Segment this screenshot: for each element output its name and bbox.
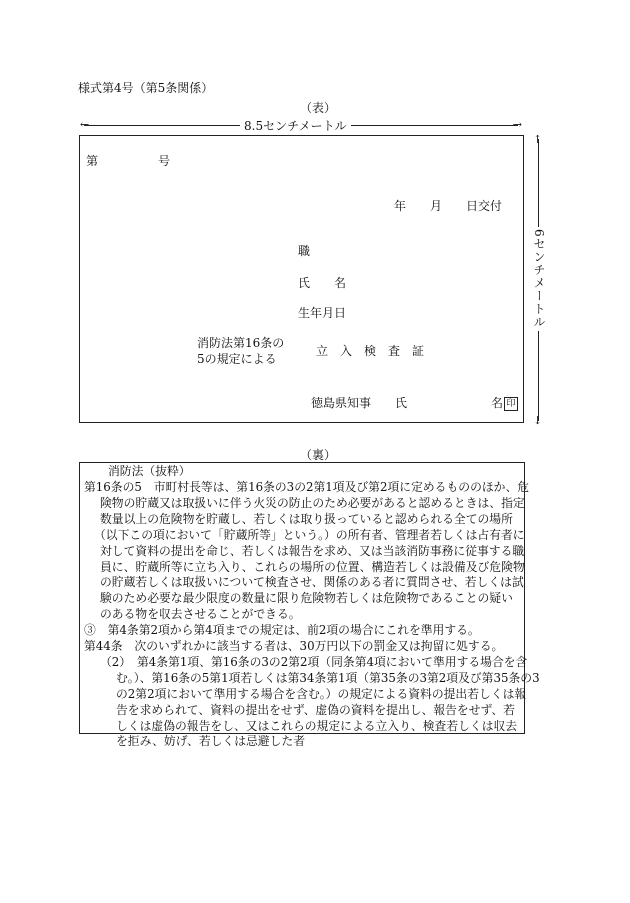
law-line: ③ 第4条第2項から第4項までの規定は、前2項の場合にこれを準用する。 — [84, 623, 480, 638]
height-dimension-label: 6センチメートル — [532, 229, 546, 329]
number-prefix: 第 — [86, 154, 99, 168]
law-line: のある物を収去させることができる。 — [100, 607, 301, 622]
name-label: 氏 名 — [298, 276, 347, 290]
law-line: 告を求められて、資料の提出をせず、虚偽の資料を提出し、報告をせず、若 — [116, 702, 515, 717]
front-label: （表） — [300, 101, 337, 115]
law-excerpt-box — [79, 462, 540, 749]
birth-date-label: 生年月日 — [298, 306, 347, 320]
law-line: の貯蔵若しくは取扱いについて検査させ、関係のある者に質問させ、若しくは試 — [100, 575, 524, 590]
law-line: む。）、第16条の5第1項若しくは第34条第1項（第35条の3第2項及び第35条の3 — [116, 670, 540, 685]
seal-icon: 印 — [504, 397, 518, 411]
arrow-right-icon: → — [512, 118, 522, 131]
number-suffix: 号 — [158, 154, 171, 168]
inspection-card-front — [79, 135, 524, 423]
law-line: しくは虚偽の報告をし、又はこれらの規定による立入り、検査若しくは収去 — [116, 718, 518, 733]
law-line: 験のため必要な最少限度の数量に限り危険物若しくは危険物であることの疑い — [100, 591, 513, 606]
width-dimension — [80, 118, 522, 132]
arrow-up-icon: ↑ — [533, 133, 543, 146]
issuer-mark: 名 — [491, 396, 504, 410]
legal-basis-line1: 消防法第16条の — [197, 336, 285, 350]
law-line: を拒み、妨げ、若しくは忌避した者 — [116, 734, 305, 749]
law-line: 数量以上の危険物を貯蔵し、若しくは取り扱っていると認められる全ての場所 — [100, 511, 513, 526]
form-title: 様式第4号（第5条関係） — [78, 81, 214, 95]
legal-basis-line2: 5の規定による — [197, 352, 277, 366]
certificate-title: 立 入 検 査 証 — [316, 344, 425, 358]
issue-date: 年 月 日交付 — [394, 199, 503, 213]
law-line: 険物の貯蔵又は取扱いに伴う火災の防止のため必要があると認めるときは、指定 — [100, 495, 525, 510]
issuer-seal — [491, 394, 518, 411]
law-line: 第16条の5 市町村長等は、第16条の3の2第1項及び第2項に定めるもののほか、危 — [84, 480, 530, 494]
position-label: 職 — [298, 244, 311, 258]
law-line: 員に、貯蔵所等に立ち入り、これらの場所の位置、構造若しくは設備及び危険物 — [100, 559, 525, 574]
law-line: （2） 第4条第1項、第16条の3の2第2項（同条第4項において準用する場合を含 — [100, 654, 528, 669]
arrow-down-icon: ↓ — [533, 414, 543, 427]
law-line: （以下この項において「貯蔵所等」という。）の所有者、管理者若しくは占有者に — [94, 527, 525, 542]
width-dimension-label: 8.5センチメートル — [240, 117, 351, 134]
law-line: 対して資料の提出を命じ、若しくは報告を求め、又は当該消防事務に従事する職 — [100, 543, 525, 558]
height-dimension — [530, 135, 546, 425]
back-label: （裏） — [300, 448, 337, 462]
law-line: の2第2項において準用する場合を含む。）の規定による資料の提出若しくは報 — [116, 686, 527, 701]
arrow-left-icon: ← — [80, 118, 90, 131]
law-excerpt-heading: 消防法（抜粋） — [108, 464, 191, 478]
law-line: 第44条 次のいずれかに該当する者は、30万円以下の罰金又は拘留に処する。 — [84, 639, 504, 653]
issuer-line: 徳島県知事 氏 — [311, 396, 408, 410]
